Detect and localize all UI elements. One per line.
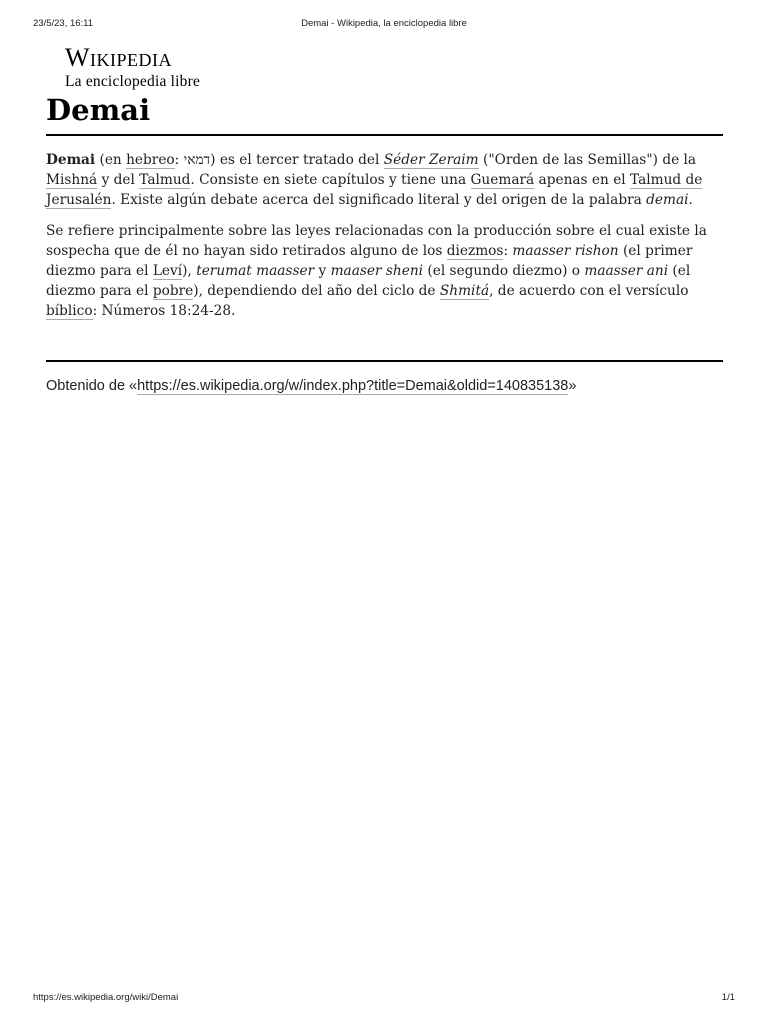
link-talmud-jerusalen[interactable]: Talmud de Jerusalén [46, 172, 703, 208]
text: , de acuerdo con el versículo [489, 283, 689, 299]
text: apenas en el [534, 172, 631, 188]
paragraph-1 [46, 150, 723, 210]
obtained-prefix: Obtenido de « [46, 378, 138, 394]
demai-italic: demai [646, 192, 689, 208]
text: y del [97, 172, 140, 188]
text: ), dependiendo del año del ciclo de [193, 283, 440, 299]
text: Se refiere principalmente sobre las leyes relacionadas con la producción sobre el cual existe la sospecha que de él no hayan sido retirados alguno de los [46, 223, 707, 259]
print-document-title: Demai - Wikipedia, la enciclopedia libre [301, 18, 467, 29]
text: : [503, 243, 513, 259]
paragraph-2 [46, 221, 723, 321]
article-term: Demai [46, 152, 96, 168]
link-hebreo[interactable]: hebreo [126, 152, 175, 168]
page-number: 1/1 [721, 992, 735, 1003]
logo-tagline: La enciclopedia libre [65, 73, 201, 90]
text: : [174, 152, 184, 168]
link-pobre[interactable]: pobre [152, 283, 194, 299]
term-maasser-rishon: maasser rishon [512, 243, 619, 259]
print-header [0, 18, 768, 32]
link-seder-zeraim[interactable] [384, 152, 479, 169]
link-levi[interactable]: Leví [152, 263, 183, 279]
text: ("Orden de las Semillas") de la [478, 152, 697, 168]
article-body [46, 150, 723, 332]
link-biblico[interactable]: bíblico [46, 303, 93, 319]
text: : Números 18:24-28. [92, 303, 236, 319]
title-divider [46, 134, 723, 136]
link-shmita-text: Shmitá [439, 283, 490, 299]
print-footer [0, 992, 768, 1006]
link-diezmos[interactable]: diezmos [446, 243, 504, 259]
text: (el segundo diezmo) o [423, 263, 585, 279]
link-shmita[interactable] [440, 283, 489, 300]
link-mishna[interactable]: Mishná [46, 172, 98, 188]
text: . Consiste en siete capítulos y tiene una [190, 172, 471, 188]
page-title: Demai [46, 93, 151, 127]
wikipedia-logo[interactable] [65, 44, 200, 91]
obtained-from [46, 376, 746, 396]
hebrew-term: דמאי [183, 152, 211, 168]
footer-divider [46, 360, 723, 362]
text: . Existe algún debate acerca del significado literal y del origen de la palabra [111, 192, 647, 208]
obtained-suffix: » [568, 378, 577, 394]
print-url: https://es.wikipedia.org/wiki/Demai [33, 992, 179, 1003]
print-date: 23/5/23, 16:11 [33, 18, 94, 29]
text: ) es el tercer tratado del [210, 152, 384, 168]
permanent-link[interactable]: https://es.wikipedia.org/w/index.php?title=Demai&oldid=140835138 [137, 378, 569, 394]
text: (en [95, 152, 127, 168]
text: . [688, 192, 693, 208]
text: (el primer diezmo para el [46, 243, 693, 279]
text: (el diezmo para el [46, 263, 691, 299]
link-guemara[interactable]: Guemará [470, 172, 535, 188]
link-seder-zeraim-text: Séder Zeraim [383, 152, 479, 168]
text: ), [182, 263, 197, 279]
term-maasser-ani: maasser ani [584, 263, 669, 279]
term-terumat-maasser: terumat maasser [196, 263, 315, 279]
text: y [314, 263, 331, 279]
term-maaser-sheni: maaser sheni [330, 263, 424, 279]
link-talmud[interactable]: Talmud [139, 172, 191, 188]
logo-wordmark: Wikipedia [65, 43, 173, 72]
